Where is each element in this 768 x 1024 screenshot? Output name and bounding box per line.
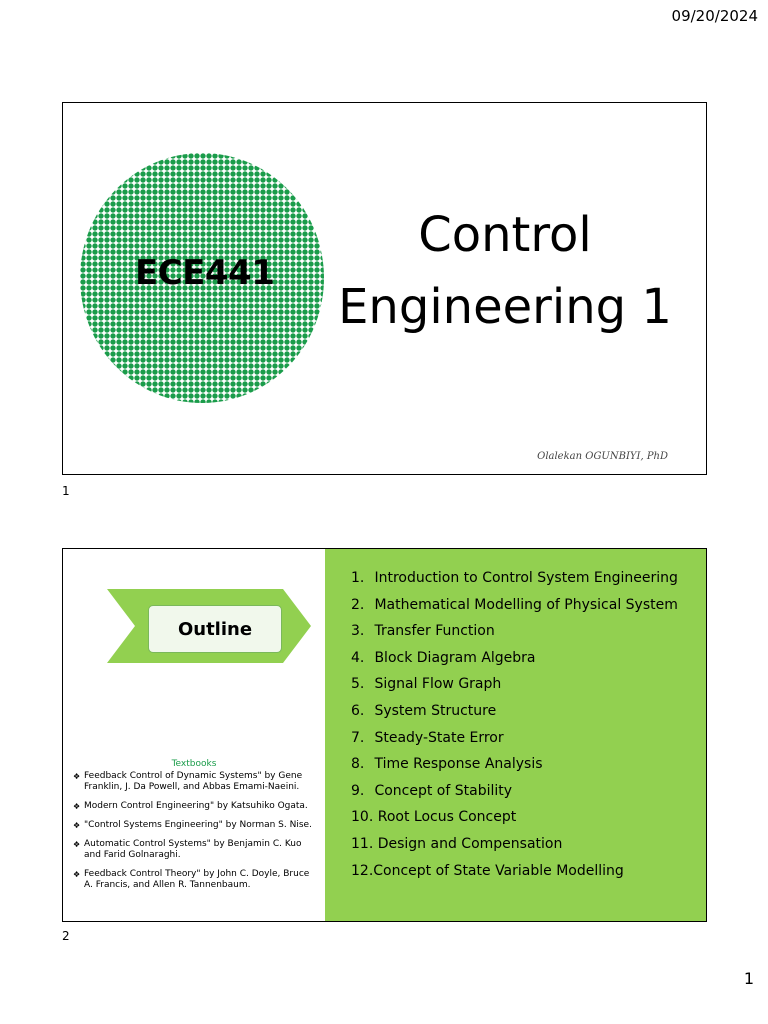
print-date: 09/20/2024: [671, 7, 758, 25]
textbook-item: ❖ Modern Control Engineering" by Katsuhiko Ogata.: [73, 801, 308, 811]
outline-label: Outline: [148, 605, 282, 653]
topic-item: 11. Design and Compensation: [351, 835, 563, 852]
slide-number-2: 2: [62, 929, 70, 943]
textbooks-heading: Textbooks: [171, 759, 217, 769]
diamond-bullet-icon: ❖: [73, 870, 81, 879]
slide-2: [62, 548, 707, 922]
topic-item: 5. Signal Flow Graph: [351, 676, 502, 693]
topic-item: 2. Mathematical Modelling of Physical System: [351, 596, 678, 613]
topic-item: 8. Time Response Analysis: [351, 756, 543, 773]
topic-item: 7. Steady-State Error: [351, 729, 504, 746]
textbooks-list: [73, 771, 319, 899]
topic-item: 10. Root Locus Concept: [351, 809, 517, 826]
topic-item: 6. System Structure: [351, 702, 497, 719]
topic-item: 9. Concept of Stability: [351, 782, 513, 799]
diamond-bullet-icon: ❖: [73, 772, 81, 781]
slide-1: [62, 102, 707, 475]
author-name: Olalekan OGUNBIYI, PhD: [537, 451, 668, 462]
course-code: ECE441: [135, 253, 275, 293]
textbook-item: ❖ "Control Systems Engineering" by Norman S. Nise.: [73, 820, 312, 830]
title-line-2: Engineering 1: [338, 279, 672, 335]
slide-title: [325, 199, 685, 343]
textbook-item: ❖ Automatic Control Systems" by Benjamin C. Kuo and Farid Golnaraghi.: [73, 839, 302, 860]
page-number: 1: [743, 969, 754, 988]
topic-item: 3. Transfer Function: [351, 623, 495, 640]
textbook-item: ❖ Feedback Control Theory" by John C. Doyle, Bruce A. Francis, and Allen R. Tannenbaum.: [73, 869, 310, 890]
textbook-item: ❖ Feedback Control of Dynamic Systems" by Gene Franklin, J. Da Powell, and Abbas Emami-Naeini.: [73, 771, 303, 792]
diamond-bullet-icon: ❖: [73, 802, 81, 811]
title-line-1: Control: [418, 207, 592, 263]
topic-item: 4. Block Diagram Algebra: [351, 649, 536, 666]
topic-item: 12. Concept of State Variable Modelling: [351, 862, 624, 879]
topics-list: [351, 565, 678, 884]
slide-number-1: 1: [62, 484, 70, 498]
diamond-bullet-icon: ❖: [73, 840, 81, 849]
diamond-bullet-icon: ❖: [73, 821, 81, 830]
topic-item: 1. Introduction to Control System Engineering: [351, 570, 678, 586]
